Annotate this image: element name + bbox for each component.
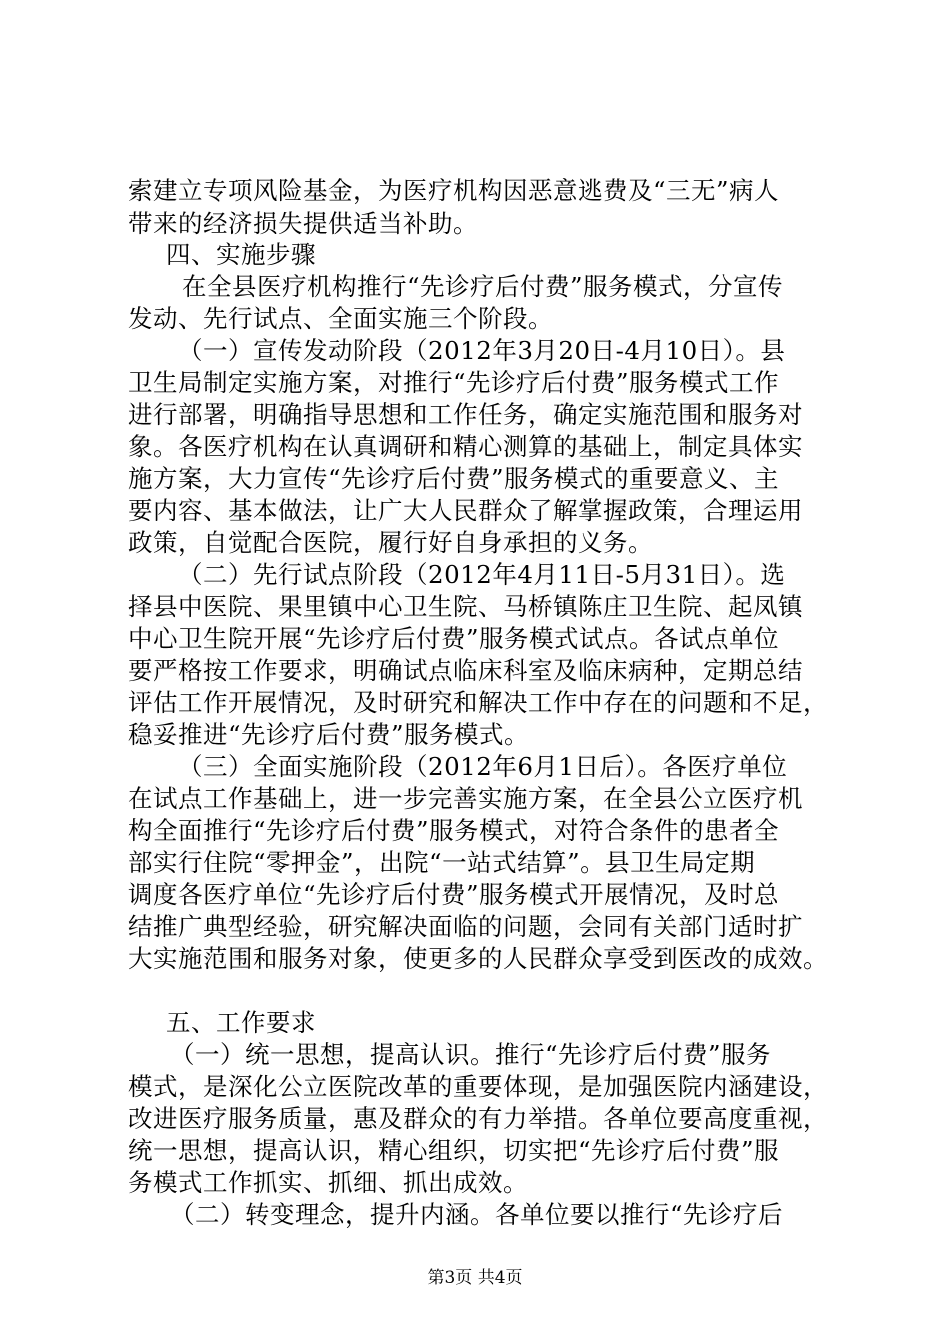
text-line: 改进医疗服务质量，惠及群众的有力举措。各单位要高度重视，: [128, 1104, 828, 1133]
text-line: （一）宣传发动阶段（2012年3月20日-4月10日）。县: [178, 336, 786, 365]
text-line: 统一思想，提高认识，精心组织，切实把“先诊疗后付费”服: [128, 1136, 780, 1165]
text-line: 在全县医疗机构推行“先诊疗后付费”服务模式，分宣传: [182, 272, 784, 301]
text-line: 调度各医疗单位“先诊疗后付费”服务模式开展情况，及时总: [128, 880, 780, 909]
text-line: （一）统一思想，提高认识。推行“先诊疗后付费”服务: [170, 1040, 772, 1069]
text-line: 政策，自觉配合医院，履行好自身承担的义务。: [128, 528, 653, 557]
text-line: （三）全面实施阶段（2012年6月1日后）。各医疗单位: [178, 752, 788, 781]
text-line: 中心卫生院开展“先诊疗后付费”服务模式试点。各试点单位: [128, 624, 780, 653]
text-line: 择县中医院、果里镇中心卫生院、马桥镇陈庄卫生院、起凤镇: [128, 592, 803, 621]
text-line: 评估工作开展情况，及时研究和解决工作中存在的问题和不足，: [128, 688, 828, 717]
text-line: 发动、先行试点、全面实施三个阶段。: [128, 304, 553, 333]
text-line: 部实行住院“零押金”，出院“一站式结算”。县卫生局定期: [128, 848, 756, 877]
text-line: 带来的经济损失提供适当补助。: [128, 209, 478, 238]
section-heading: 五、工作要求: [166, 1008, 316, 1037]
text-line: 大实施范围和服务对象，使更多的人民群众享受到医改的成效。: [128, 944, 828, 973]
text-line: 结推广典型经验，研究解决面临的问题，会同有关部门适时扩: [128, 912, 803, 941]
text-line: 施方案，大力宣传“先诊疗后付费”服务模式的重要意义、主: [128, 464, 780, 493]
text-line: 在试点工作基础上，进一步完善实施方案，在全县公立医疗机: [128, 784, 803, 813]
section-heading: 四、实施步骤: [166, 240, 316, 269]
text-line: 要严格按工作要求，明确试点临床科室及临床病种，定期总结: [128, 656, 803, 685]
text-line: （二）转变理念，提升内涵。各单位要以推行“先诊疗后: [170, 1200, 784, 1229]
text-line: 模式，是深化公立医院改革的重要体现，是加强医院内涵建设，: [128, 1072, 828, 1101]
text-line: 要内容、基本做法，让广大人民群众了解掌握政策，合理运用: [128, 496, 803, 525]
text-line: 进行部署，明确指导思想和工作任务，确定实施范围和服务对: [128, 400, 803, 429]
text-line: 稳妥推进“先诊疗后付费”服务模式。: [128, 720, 530, 749]
text-line: 务模式工作抓实、抓细、抓出成效。: [128, 1168, 528, 1197]
text-line: 象。各医疗机构在认真调研和精心测算的基础上，制定具体实: [128, 432, 803, 461]
text-line: 构全面推行“先诊疗后付费”服务模式，对符合条件的患者全: [128, 816, 780, 845]
text-line: （二）先行试点阶段（2012年4月11日-5月31日）。选: [178, 560, 786, 589]
text-line: 卫生局制定实施方案，对推行“先诊疗后付费”服务模式工作: [128, 368, 780, 397]
page-number: 第3页 共4页: [427, 1268, 523, 1288]
text-line: 索建立专项风险基金，为医疗机构因恶意逃费及“三无”病人: [128, 176, 780, 205]
